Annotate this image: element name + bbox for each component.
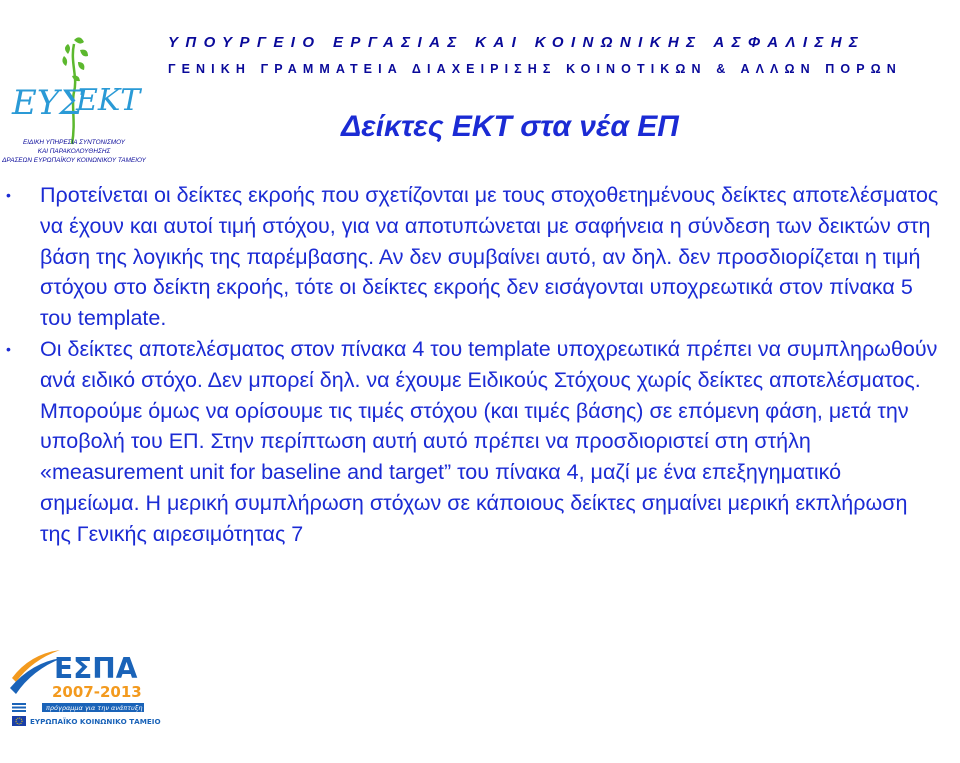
logo-caption-line: ΚΑΙ ΠΑΡΑΚΟΛΟΥΘΗΣΗΣ <box>37 148 111 155</box>
list-item <box>6 180 940 334</box>
svg-text:ΕΚΤ: ΕΚΤ <box>76 83 141 118</box>
logo-caption-line: ΕΙΔΙΚΗ ΥΠΗΡΕΣΙΑ ΣΥΝΤΟΝΙΣΜΟΥ <box>23 139 125 146</box>
list-item <box>6 334 940 550</box>
espa-slogan: πρόγραμμα για την ανάπτυξη <box>46 704 143 712</box>
espa-years: 2007-2013 <box>52 683 142 701</box>
espa-logo <box>6 648 161 728</box>
ministry-header: ΥΠΟΥΡΓΕΙΟ ΕΡΓΑΣΙΑΣ ΚΑΙ ΚΟΙΝΩΝΙΚΗΣ ΑΣΦΑΛΙΣΗΣ <box>168 34 866 51</box>
bullet-text: Οι δείκτες αποτελέσματος στον πίνακα 4 του template υποχρεωτικά πρέπει να συμπληρωθούν ανά ειδικό στόχο. Δεν μπορεί δηλ. να έχουμε Ειδικούς Στόχους χωρίς δείκτες αποτελέσματος. Μπορούμε όμως να ορίσουμε τις τιμές στόχου (και τιμές βάσης) σε επόμενη φάση, μετά την υποβολή του ΕΠ. Στην περίπτωση αυτή αυτό πρέπει να προσδιοριστεί στη στήλη «measurement unit for baseline and target” του πίνακα 4, μαζί με ένα επεξηγηματικό σημείωμα. Η μερική συμπλήρωση στόχων σε κάποιους δείκτες σημαίνει μερική εκπλήρωση της Γενικής αιρεσιμότητας 7 <box>40 336 938 546</box>
bullet-list <box>6 180 940 550</box>
bullet-dot-icon: • <box>6 187 11 203</box>
espa-fund: ΕΥΡΩΠΑΪΚΟ ΚΟΙΝΩΝΙΚΟ ΤΑΜΕΙΟ <box>30 717 161 726</box>
logo-caption-line: ΔΡΑΣΕΩΝ ΕΥΡΩΠΑΪΚΟΥ ΚΟΙΝΩΝΙΚΟΥ ΤΑΜΕΙΟΥ <box>2 157 146 164</box>
secretariat-header: ΓΕΝΙΚΗ ΓΡΑΜΜΑΤΕΙΑ ΔΙΑΧΕΙΡΙΣΗΣ ΚΟΙΝΟΤΙΚΩΝ & ΑΛΛΩΝ ΠΟΡΩΝ <box>168 62 902 76</box>
bullet-text: Προτείνεται οι δείκτες εκροής που σχετίζονται με τους στοχοθετημένους δείκτες αποτελέσματος να έχουν και αυτοί τιμή στόχου, για να αποτυπώνεται με σαφήνεια η σύνδεση των δεικτών στη βάση της λογικής της παρέμβασης. Αν δεν συμβαίνει αυτό, αν δηλ. δεν προσδιορίζεται η τιμή στόχου στο δείκτη εκροής, τότε οι δείκτες εκροής δεν εισάγονται υποχρεωτικά στον πίνακα 5 του template. <box>40 183 939 331</box>
svg-text:ΕΥΣ: ΕΥΣ <box>12 83 84 123</box>
page-title: Δείκτες ΕΚΤ στα νέα ΕΠ <box>341 110 679 143</box>
bullet-dot-icon: • <box>6 340 11 357</box>
espa-name: ΕΣΠΑ <box>54 652 138 685</box>
